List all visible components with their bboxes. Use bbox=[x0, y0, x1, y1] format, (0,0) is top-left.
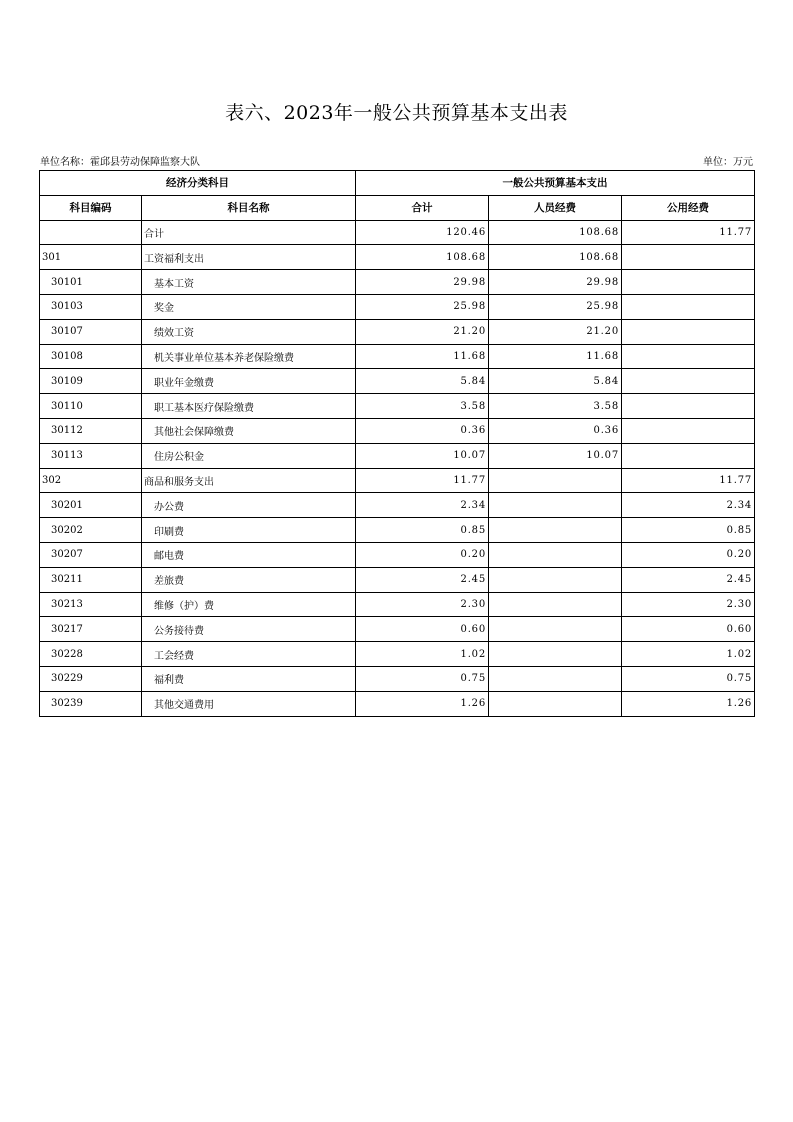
table-row bbox=[40, 418, 755, 443]
cell-public bbox=[622, 344, 755, 369]
table-row bbox=[40, 369, 755, 394]
cell-total: 3.58 bbox=[356, 394, 489, 419]
cell-total: 11.68 bbox=[356, 344, 489, 369]
cell-personnel bbox=[489, 493, 622, 518]
header-basic-expenditure: 一般公共预算基本支出 bbox=[356, 171, 755, 196]
cell-total: 1.26 bbox=[356, 691, 489, 716]
cell-code: 30201 bbox=[40, 493, 142, 518]
cell-code: 30103 bbox=[40, 294, 142, 319]
cell-public: 1.02 bbox=[622, 642, 755, 667]
cell-name: 住房公积金 bbox=[142, 443, 356, 468]
cell-name: 其他社会保障缴费 bbox=[142, 418, 356, 443]
cell-total: 29.98 bbox=[356, 270, 489, 295]
cell-total: 2.34 bbox=[356, 493, 489, 518]
cell-public bbox=[622, 270, 755, 295]
table-row bbox=[40, 518, 755, 543]
cell-personnel bbox=[489, 592, 622, 617]
cell-name: 公务接待费 bbox=[142, 617, 356, 642]
budget-table bbox=[39, 170, 755, 717]
cell-name: 印刷费 bbox=[142, 518, 356, 543]
cell-personnel: 0.36 bbox=[489, 418, 622, 443]
table-row bbox=[40, 468, 755, 493]
cell-code: 30107 bbox=[40, 319, 142, 344]
unit-name: 单位名称：霍邱县劳动保障监察大队 bbox=[40, 157, 200, 168]
cell-total: 10.07 bbox=[356, 443, 489, 468]
table-row bbox=[40, 443, 755, 468]
cell-personnel: 5.84 bbox=[489, 369, 622, 394]
cell-total: 120.46 bbox=[356, 220, 489, 245]
cell-name: 邮电费 bbox=[142, 542, 356, 567]
cell-code: 30110 bbox=[40, 394, 142, 419]
cell-personnel: 108.68 bbox=[489, 220, 622, 245]
cell-name: 机关事业单位基本养老保险缴费 bbox=[142, 344, 356, 369]
header-total: 合计 bbox=[356, 195, 489, 220]
cell-public bbox=[622, 319, 755, 344]
cell-code: 301 bbox=[40, 245, 142, 270]
cell-name: 绩效工资 bbox=[142, 319, 356, 344]
cell-public bbox=[622, 394, 755, 419]
cell-personnel bbox=[489, 666, 622, 691]
header-personnel: 人员经费 bbox=[489, 195, 622, 220]
cell-code: 30113 bbox=[40, 443, 142, 468]
table-row bbox=[40, 542, 755, 567]
table-row bbox=[40, 493, 755, 518]
cell-name: 工资福利支出 bbox=[142, 245, 356, 270]
table-row bbox=[40, 344, 755, 369]
table-row bbox=[40, 245, 755, 270]
cell-personnel: 11.68 bbox=[489, 344, 622, 369]
cell-code: 30229 bbox=[40, 666, 142, 691]
cell-total: 0.20 bbox=[356, 542, 489, 567]
cell-code: 30217 bbox=[40, 617, 142, 642]
table-row bbox=[40, 617, 755, 642]
cell-total: 1.02 bbox=[356, 642, 489, 667]
cell-name: 其他交通费用 bbox=[142, 691, 356, 716]
table-row bbox=[40, 294, 755, 319]
cell-personnel bbox=[489, 617, 622, 642]
cell-name: 办公费 bbox=[142, 493, 356, 518]
cell-total: 25.98 bbox=[356, 294, 489, 319]
table-body bbox=[40, 220, 755, 716]
table-row bbox=[40, 642, 755, 667]
cell-name: 维修（护）费 bbox=[142, 592, 356, 617]
cell-code: 30112 bbox=[40, 418, 142, 443]
cell-total: 108.68 bbox=[356, 245, 489, 270]
cell-public bbox=[622, 418, 755, 443]
cell-personnel: 3.58 bbox=[489, 394, 622, 419]
cell-code: 30109 bbox=[40, 369, 142, 394]
header-public: 公用经费 bbox=[622, 195, 755, 220]
table-row bbox=[40, 319, 755, 344]
cell-total: 2.30 bbox=[356, 592, 489, 617]
cell-public: 0.85 bbox=[622, 518, 755, 543]
cell-personnel bbox=[489, 542, 622, 567]
header-group-row bbox=[40, 171, 755, 196]
cell-total: 0.85 bbox=[356, 518, 489, 543]
cell-name: 工会经费 bbox=[142, 642, 356, 667]
cell-code bbox=[40, 220, 142, 245]
cell-personnel bbox=[489, 642, 622, 667]
cell-personnel: 25.98 bbox=[489, 294, 622, 319]
page-title: 表六、2023年一般公共预算基本支出表 bbox=[225, 102, 568, 124]
unit-measure: 单位：万元 bbox=[703, 157, 753, 168]
cell-total: 0.75 bbox=[356, 666, 489, 691]
cell-name: 奖金 bbox=[142, 294, 356, 319]
cell-code: 302 bbox=[40, 468, 142, 493]
cell-public: 0.75 bbox=[622, 666, 755, 691]
table-row bbox=[40, 394, 755, 419]
header-code: 科目编码 bbox=[40, 195, 142, 220]
cell-total: 0.60 bbox=[356, 617, 489, 642]
cell-code: 30101 bbox=[40, 270, 142, 295]
table-row bbox=[40, 270, 755, 295]
cell-public: 2.30 bbox=[622, 592, 755, 617]
cell-total: 21.20 bbox=[356, 319, 489, 344]
cell-public: 0.60 bbox=[622, 617, 755, 642]
table-row bbox=[40, 220, 755, 245]
cell-personnel: 108.68 bbox=[489, 245, 622, 270]
cell-total: 0.36 bbox=[356, 418, 489, 443]
cell-public: 11.77 bbox=[622, 220, 755, 245]
cell-public: 0.20 bbox=[622, 542, 755, 567]
cell-code: 30108 bbox=[40, 344, 142, 369]
cell-name: 基本工资 bbox=[142, 270, 356, 295]
cell-code: 30228 bbox=[40, 642, 142, 667]
cell-personnel: 29.98 bbox=[489, 270, 622, 295]
cell-name: 职业年金缴费 bbox=[142, 369, 356, 394]
cell-code: 30213 bbox=[40, 592, 142, 617]
cell-personnel: 21.20 bbox=[489, 319, 622, 344]
cell-public: 2.34 bbox=[622, 493, 755, 518]
cell-total: 11.77 bbox=[356, 468, 489, 493]
cell-code: 30207 bbox=[40, 542, 142, 567]
cell-public bbox=[622, 294, 755, 319]
cell-public: 2.45 bbox=[622, 567, 755, 592]
cell-personnel bbox=[489, 468, 622, 493]
cell-name: 职工基本医疗保险缴费 bbox=[142, 394, 356, 419]
header-name: 科目名称 bbox=[142, 195, 356, 220]
cell-public bbox=[622, 443, 755, 468]
cell-total: 2.45 bbox=[356, 567, 489, 592]
cell-public: 11.77 bbox=[622, 468, 755, 493]
cell-name: 商品和服务支出 bbox=[142, 468, 356, 493]
table-row bbox=[40, 567, 755, 592]
cell-name: 福利费 bbox=[142, 666, 356, 691]
cell-code: 30211 bbox=[40, 567, 142, 592]
table-row bbox=[40, 691, 755, 716]
cell-personnel: 10.07 bbox=[489, 443, 622, 468]
header-econ-category: 经济分类科目 bbox=[40, 171, 356, 196]
cell-public bbox=[622, 245, 755, 270]
cell-personnel bbox=[489, 567, 622, 592]
cell-code: 30239 bbox=[40, 691, 142, 716]
cell-public: 1.26 bbox=[622, 691, 755, 716]
cell-total: 5.84 bbox=[356, 369, 489, 394]
table-row bbox=[40, 666, 755, 691]
table-row bbox=[40, 592, 755, 617]
cell-personnel bbox=[489, 691, 622, 716]
cell-name: 合计 bbox=[142, 220, 356, 245]
cell-name: 差旅费 bbox=[142, 567, 356, 592]
cell-public bbox=[622, 369, 755, 394]
header-column-row bbox=[40, 195, 755, 220]
cell-code: 30202 bbox=[40, 518, 142, 543]
cell-personnel bbox=[489, 518, 622, 543]
